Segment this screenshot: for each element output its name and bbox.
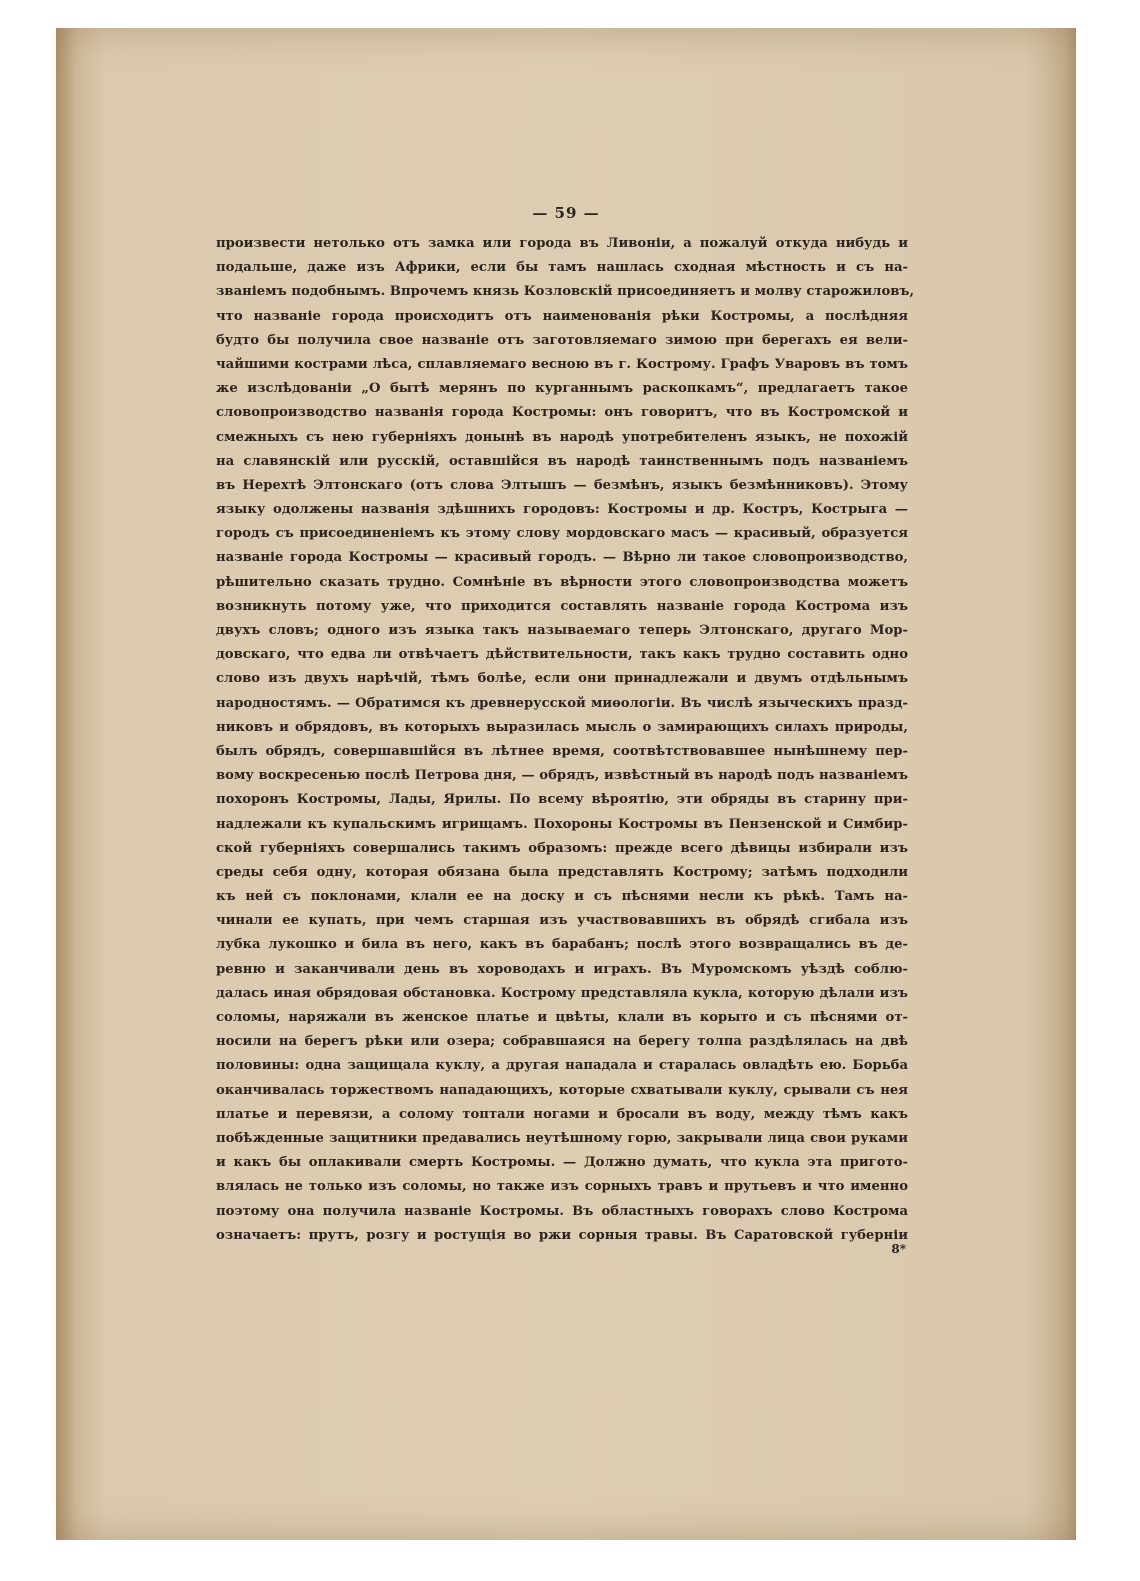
- text-line: словопроизводство названія города Костромы: онъ говоритъ, что въ Костромской и: [216, 405, 908, 421]
- text-line: ской губерніяхъ совершались такимъ образомъ: прежде всего дѣвицы избирали изъ: [216, 840, 908, 856]
- text-line: званіемъ подобнымъ. Впрочемъ князь Козловскій присоединяетъ и молву старожиловъ,: [216, 284, 915, 300]
- text-line: означаетъ: прутъ, розгу и ростущія во ржи сорныя травы. Въ Саратовской губерніи: [216, 1227, 908, 1243]
- text-line: далась иная обрядовая обстановка. Кострому представляла кукла, которую дѣлали изъ: [216, 985, 908, 1001]
- text-line: народностямъ. — Обратимся къ древнерусской миѳологіи. Въ числѣ языческихъ празд-: [216, 695, 908, 711]
- text-line: къ ней съ поклонами, клали ее на доску и съ пѣснями несли къ рѣкѣ. Тамъ на-: [216, 889, 908, 905]
- text-line: соломы, наряжали въ женское платье и цвѣты, клали въ корыто и съ пѣснями от-: [216, 1010, 908, 1025]
- text-line: въ Нерехтѣ Элтонскаго (отъ слова Элтышъ — безмѣнъ, языкъ безмѣнниковъ). Этому: [216, 477, 908, 493]
- text-line: языку одолжены названія здѣшнихъ городовъ: Костромы и др. Костръ, Кострыга —: [216, 502, 908, 518]
- printer-signature: 8*: [891, 1242, 906, 1256]
- text-line: произвести нетолько отъ замка или города въ Ливоніи, а пожалуй откуда нибудь и: [216, 236, 908, 251]
- book-page: [56, 28, 1076, 1540]
- text-line: что названіе города происходитъ отъ наименованія рѣки Костромы, а послѣдняя: [216, 308, 908, 324]
- text-line: похоронъ Костромы, Лады, Ярилы. По всему вѣроятію, эти обряды въ старину при-: [216, 792, 908, 808]
- text-line: никовъ и обрядовъ, въ которыхъ выразилась мысль о замирающихъ силахъ природы,: [216, 719, 908, 735]
- text-line: и какъ бы оплакивали смерть Костромы. — Должно думать, что кукла эта пригото-: [216, 1155, 908, 1171]
- text-line: возникнуть потому уже, что приходится составлять названіе города Кострома изъ: [216, 598, 908, 614]
- text-line: городъ съ присоединеніемъ къ этому слову мордовскаго масъ — красивый, образуется: [216, 526, 908, 542]
- text-line: поэтому она получила названіе Костромы. Въ областныхъ говорахъ слово Кострома: [216, 1203, 908, 1219]
- text-line: двухъ словъ; одного изъ языка такъ называемаго теперь Элтонскаго, другаго Мор-: [216, 623, 908, 638]
- text-line: ревню и заканчивали день въ хороводахъ и играхъ. Въ Муромскомъ уѣздѣ соблю-: [216, 961, 908, 977]
- text-line: надлежали къ купальскимъ игрищамъ. Похороны Костромы въ Пензенской и Симбир-: [216, 816, 908, 832]
- text-line: подальше, даже изъ Африки, если бы тамъ нашлась сходная мѣстность и съ на-: [216, 260, 908, 276]
- text-line: оканчивалась торжествомъ нападающихъ, которые схватывали куклу, срывали съ нея: [216, 1082, 908, 1098]
- text-line: чинали ее купать, при чемъ старшая изъ участвовавшихъ въ обрядѣ сгибала изъ: [216, 913, 908, 929]
- text-line: былъ обрядъ, совершавшійся въ лѣтнее время, соотвѣтствовавшее нынѣшнему пер-: [216, 743, 908, 759]
- text-line: вому воскресенью послѣ Петрова дня, — обрядъ, извѣстный въ народѣ подъ названіемъ: [216, 768, 908, 784]
- text-line: довскаго, что едва ли отвѣчаетъ дѣйствительности, такъ какъ трудно составить одно: [216, 647, 908, 663]
- text-line: рѣшительно сказать трудно. Сомнѣніе въ вѣрности этого словопроизводства можетъ: [216, 574, 908, 590]
- text-line: платье и перевязи, а солому топтали ногами и бросали въ воду, между тѣмъ какъ: [216, 1106, 908, 1122]
- text-line: носили на берегъ рѣки или озера; собравшаяся на берегу толпа раздѣлялась на двѣ: [216, 1034, 908, 1050]
- text-line: слово изъ двухъ нарѣчій, тѣмъ болѣе, если они принадлежали и двумъ отдѣльнымъ: [216, 671, 908, 687]
- body-text: [216, 232, 915, 1248]
- text-line: же изслѣдованіи „О бытѣ мерянъ по курганнымъ раскопкамъ“, предлагаетъ такое: [216, 381, 908, 397]
- text-line: будто бы получила свое названіе отъ заготовляемаго зимою при берегахъ ея вели-: [216, 332, 908, 348]
- text-line: лубка лукошко и била въ него, какъ въ барабанъ; послѣ этого возвращались въ де-: [216, 937, 908, 953]
- text-line: на славянскій или русскій, оставшійся въ народѣ таинственнымъ подъ названіемъ: [216, 453, 908, 469]
- text-line: влялась не только изъ соломы, но также изъ сорныхъ травъ и прутьевъ и что именно: [216, 1179, 908, 1195]
- page-number: — 59 —: [532, 204, 600, 222]
- text-line: названіе города Костромы — красивый городъ. — Вѣрно ли такое словопроизводство,: [216, 550, 908, 566]
- text-line: побѣжденные защитники предавались неутѣшному горю, закрывали лица свои руками: [216, 1130, 908, 1146]
- text-line: чайшими кострами лѣса, сплавляемаго весною въ г. Кострому. Графъ Уваровъ въ томъ: [216, 356, 908, 372]
- text-line: половины: одна защищала куклу, а другая нападала и старалась овладѣть ею. Борьба: [216, 1058, 908, 1074]
- text-line: смежныхъ съ нею губерніяхъ донынѣ въ народѣ употребителенъ языкъ, не похожій: [216, 429, 908, 445]
- text-line: среды себя одну, которая обязана была представлять Кострому; затѣмъ подходили: [216, 864, 908, 880]
